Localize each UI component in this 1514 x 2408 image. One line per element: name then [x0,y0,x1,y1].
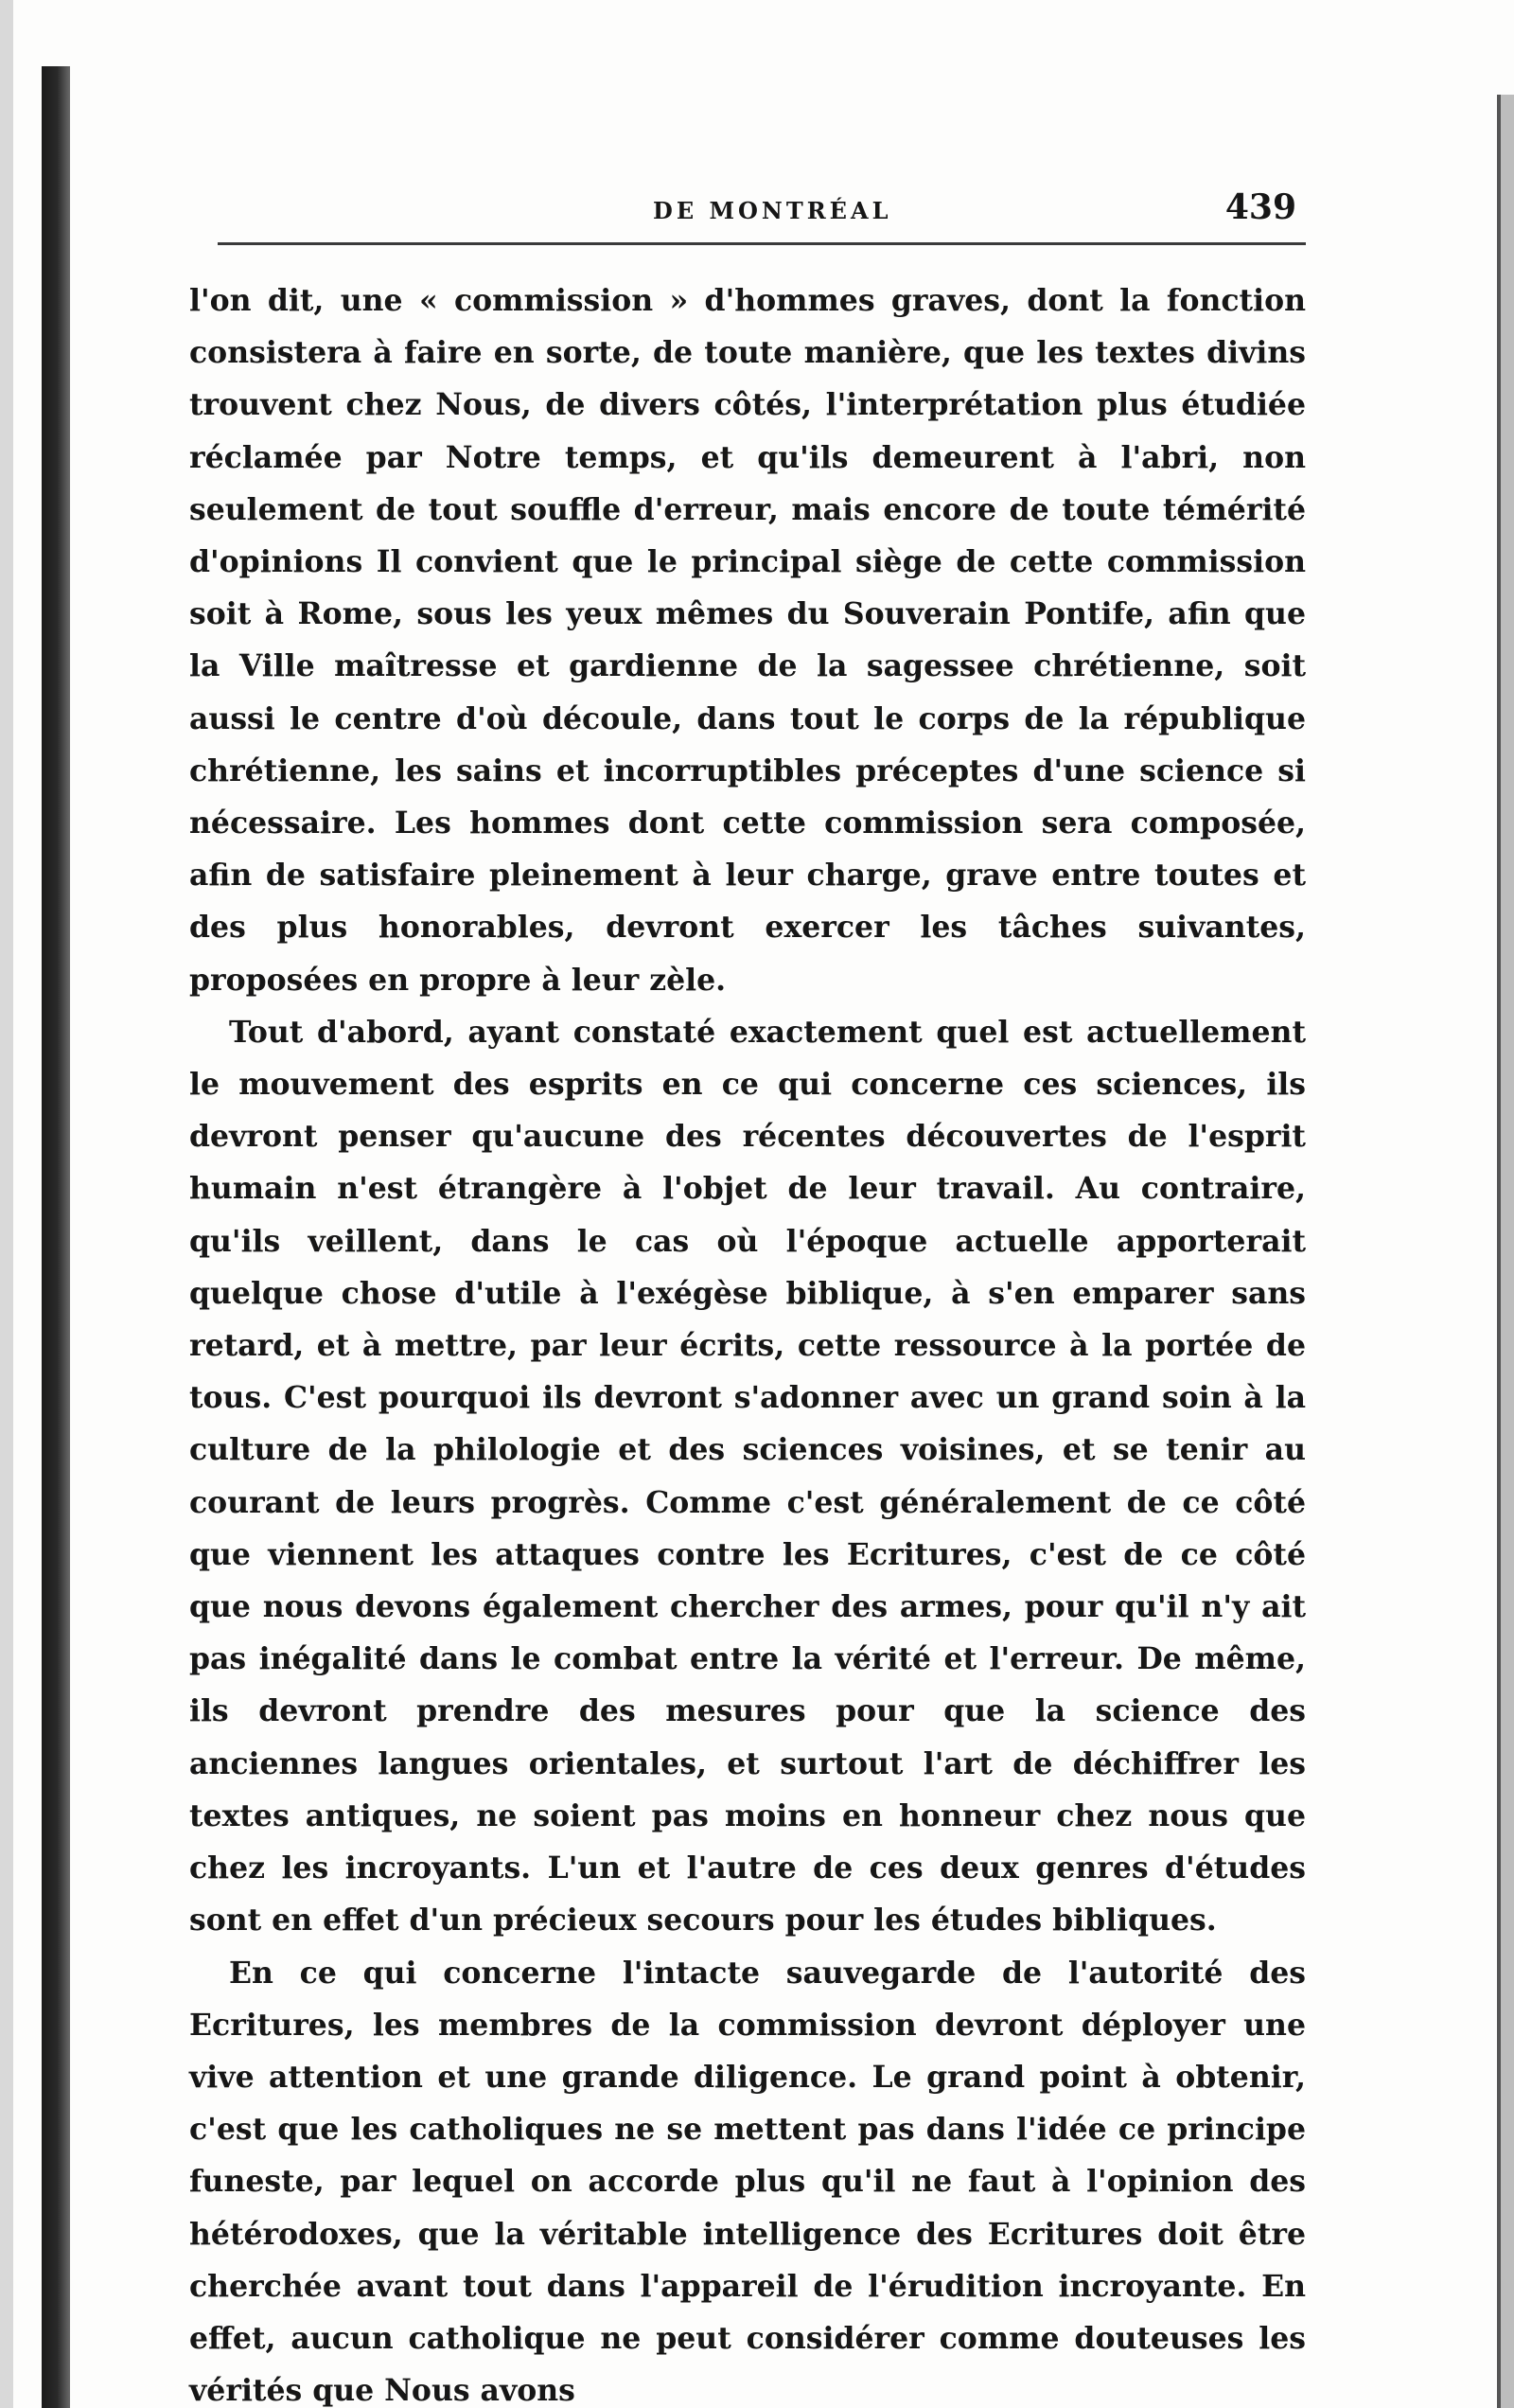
page-number: 439 [1224,187,1296,227]
binding-edge [0,0,13,2408]
running-head [189,180,1306,237]
page-right-edge [1499,95,1514,2408]
paragraph-2: Tout d'abord, ayant constaté exactement quel est actuellement le mouvement des esprits en ce qui concerne ces sciences, ils devront penser qu'aucune des récentes découvertes de l'esprit humain n'est étrangère à l'objet de leur travail. Au contraire, qu'ils veillent, dans le cas où l'époque actuelle apporterait quelque chose d'utile à l'exégèse biblique, à s'en emparer sans retard, et à mettre, par leur écrits, cette ressource à la portée de tous. C'est pourquoi ils devront s'adonner avec un grand soin à la culture de la philologie et des sciences voisines, et se tenir au courant de leurs progrès. Comme c'est généralement de ce côté que viennent les attaques contre les Ecritures, c'est de ce côté que nous devons également chercher des armes, pour qu'il n'y ait pas inégalité dans le combat entre la vérité et l'erreur. De même, ils devront prendre des mesures pour que la science des anciennes langues orientales, et surtout l'art de déchiffrer les textes antiques, ne soient pas moins en honneur chez nous que chez les incroyants. L'un et l'autre de ces deux genres d'études sont en effet d'un précieux secours pour les études bibliques. [189,1014,1306,1939]
paragraph-1: l'on dit, une « commission » d'hommes graves, dont la fonction consistera à faire en sorte, de toute manière, que les textes divins trouvent chez Nous, de divers côtés, l'interprétation plus étudiée réclamée par Notre temps, et qu'ils demeurent à l'abri, non seulement de tout souffle d'erreur, mais encore de toute témérité d'opinions Il convient que le principal siège de cette commission soit à Rome, sous les yeux mêmes du Souverain Pontife, afin que la Ville maîtresse et gardienne de la sagessee chrétienne, soit aussi le centre d'où découle, dans tout le corps de la république chrétienne, les sains et incorruptibles préceptes d'une science si nécessaire. Les hommes dont cette commission sera composée, afin de satisfaire pleinement à leur charge, grave entre toutes et des plus honorables, devront exercer les tâches suivantes, proposées en propre à leur zèle. [189,283,1306,998]
body-text [189,274,1306,2408]
header-rule [218,242,1306,245]
page-content [189,180,1306,2408]
binding-shadow [42,66,70,2408]
page-right-edge-line [1497,95,1501,2408]
paragraph-3: En ce qui concerne l'intacte sauvegarde de l'autorité des Ecritures, les membres de la commission devront déployer une vive attention et une grande diligence. Le grand point à obtenir, c'est que les catholiques ne se mettent pas dans l'idée ce principe funeste, par lequel on accorde plus qu'il ne faut à l'opinion des hétérodoxes, que la véritable intelligence des Ecritures doit être cherchée avant tout dans l'appareil de l'érudition incroyante. En effet, aucun catholique ne peut considérer comme douteuses les vérités que Nous avons [189,1955,1306,2408]
running-head-title: DE MONTRÉAL [653,197,892,224]
